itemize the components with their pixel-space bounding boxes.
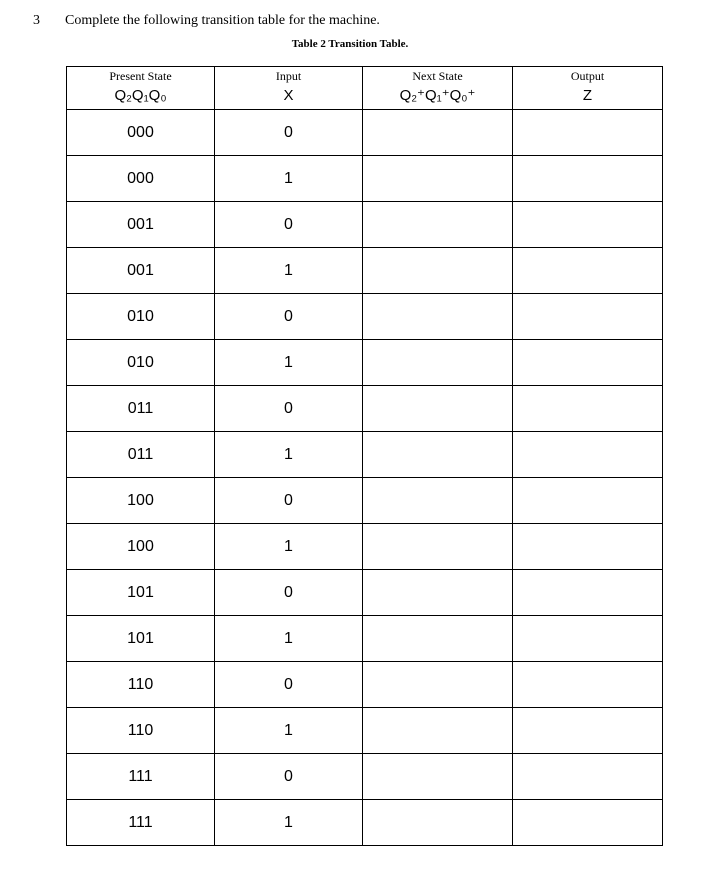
present-state-cell: 001 bbox=[67, 202, 215, 248]
table-row bbox=[67, 294, 663, 340]
header-input-symbol: X bbox=[283, 87, 294, 104]
output-cell[interactable] bbox=[513, 110, 663, 156]
present-state-cell: 011 bbox=[67, 432, 215, 478]
present-state-cell: 000 bbox=[67, 156, 215, 202]
input-cell: 1 bbox=[215, 616, 363, 662]
present-state-cell: 011 bbox=[67, 386, 215, 432]
input-cell: 1 bbox=[215, 340, 363, 386]
input-cell: 0 bbox=[215, 570, 363, 616]
header-next-state-symbol: Q₂⁺Q₁⁺Q₀⁺ bbox=[399, 87, 476, 104]
output-cell[interactable] bbox=[513, 524, 663, 570]
present-state-cell: 001 bbox=[67, 248, 215, 294]
table-row bbox=[67, 156, 663, 202]
output-cell[interactable] bbox=[513, 386, 663, 432]
input-cell: 1 bbox=[215, 524, 363, 570]
table-row bbox=[67, 708, 663, 754]
next-state-cell[interactable] bbox=[363, 570, 513, 616]
input-cell: 0 bbox=[215, 478, 363, 524]
output-cell[interactable] bbox=[513, 478, 663, 524]
header-present-state-symbol: Q₂Q₁Q₀ bbox=[114, 87, 167, 104]
input-cell: 1 bbox=[215, 432, 363, 478]
header-next-state-label: Next State bbox=[412, 69, 463, 83]
input-cell: 1 bbox=[215, 156, 363, 202]
table-row bbox=[67, 616, 663, 662]
present-state-cell: 010 bbox=[67, 294, 215, 340]
next-state-cell[interactable] bbox=[363, 340, 513, 386]
table-row bbox=[67, 202, 663, 248]
next-state-cell[interactable] bbox=[363, 800, 513, 846]
next-state-cell[interactable] bbox=[363, 248, 513, 294]
present-state-cell: 111 bbox=[67, 800, 215, 846]
input-cell: 1 bbox=[215, 708, 363, 754]
present-state-cell: 111 bbox=[67, 754, 215, 800]
table-caption: Table 2 Transition Table. bbox=[291, 38, 409, 50]
present-state-cell: 100 bbox=[67, 524, 215, 570]
input-cell: 1 bbox=[215, 800, 363, 846]
header-present-state bbox=[67, 67, 215, 110]
table-row bbox=[67, 800, 663, 846]
output-cell[interactable] bbox=[513, 340, 663, 386]
input-cell: 0 bbox=[215, 110, 363, 156]
output-cell[interactable] bbox=[513, 248, 663, 294]
next-state-cell[interactable] bbox=[363, 110, 513, 156]
output-cell[interactable] bbox=[513, 432, 663, 478]
transition-table bbox=[66, 66, 663, 846]
present-state-cell: 100 bbox=[67, 478, 215, 524]
next-state-cell[interactable] bbox=[363, 432, 513, 478]
input-cell: 0 bbox=[215, 662, 363, 708]
table-row bbox=[67, 432, 663, 478]
input-cell: 0 bbox=[215, 386, 363, 432]
present-state-cell: 010 bbox=[67, 340, 215, 386]
table-row bbox=[67, 754, 663, 800]
present-state-cell: 101 bbox=[67, 570, 215, 616]
table-row bbox=[67, 248, 663, 294]
header-output bbox=[513, 67, 663, 110]
header-present-state-label: Present State bbox=[109, 69, 172, 83]
next-state-cell[interactable] bbox=[363, 156, 513, 202]
next-state-cell[interactable] bbox=[363, 294, 513, 340]
table-row bbox=[67, 110, 663, 156]
header-output-symbol: Z bbox=[582, 87, 593, 104]
output-cell[interactable] bbox=[513, 800, 663, 846]
next-state-cell[interactable] bbox=[363, 616, 513, 662]
output-cell[interactable] bbox=[513, 156, 663, 202]
next-state-cell[interactable] bbox=[363, 524, 513, 570]
table-row bbox=[67, 478, 663, 524]
next-state-cell[interactable] bbox=[363, 202, 513, 248]
table-row bbox=[67, 570, 663, 616]
next-state-cell[interactable] bbox=[363, 386, 513, 432]
present-state-cell: 000 bbox=[67, 110, 215, 156]
output-cell[interactable] bbox=[513, 708, 663, 754]
present-state-cell: 101 bbox=[67, 616, 215, 662]
next-state-cell[interactable] bbox=[363, 754, 513, 800]
output-cell[interactable] bbox=[513, 570, 663, 616]
output-cell[interactable] bbox=[513, 294, 663, 340]
input-cell: 0 bbox=[215, 202, 363, 248]
input-cell: 0 bbox=[215, 294, 363, 340]
output-cell[interactable] bbox=[513, 616, 663, 662]
output-cell[interactable] bbox=[513, 202, 663, 248]
table-row bbox=[67, 524, 663, 570]
header-output-label: Output bbox=[570, 69, 605, 83]
header-input-label: Input bbox=[275, 69, 302, 83]
input-cell: 0 bbox=[215, 754, 363, 800]
next-state-cell[interactable] bbox=[363, 708, 513, 754]
question-number: 3 bbox=[33, 13, 40, 28]
present-state-cell: 110 bbox=[67, 708, 215, 754]
next-state-cell[interactable] bbox=[363, 662, 513, 708]
header-next-state bbox=[363, 67, 513, 110]
next-state-cell[interactable] bbox=[363, 478, 513, 524]
header-input bbox=[215, 67, 363, 110]
present-state-cell: 110 bbox=[67, 662, 215, 708]
output-cell[interactable] bbox=[513, 662, 663, 708]
table-row bbox=[67, 386, 663, 432]
table-header-row bbox=[67, 67, 663, 110]
output-cell[interactable] bbox=[513, 754, 663, 800]
table-row bbox=[67, 662, 663, 708]
question-text: Complete the following transition table for the machine. bbox=[65, 13, 380, 28]
table-row bbox=[67, 340, 663, 386]
input-cell: 1 bbox=[215, 248, 363, 294]
